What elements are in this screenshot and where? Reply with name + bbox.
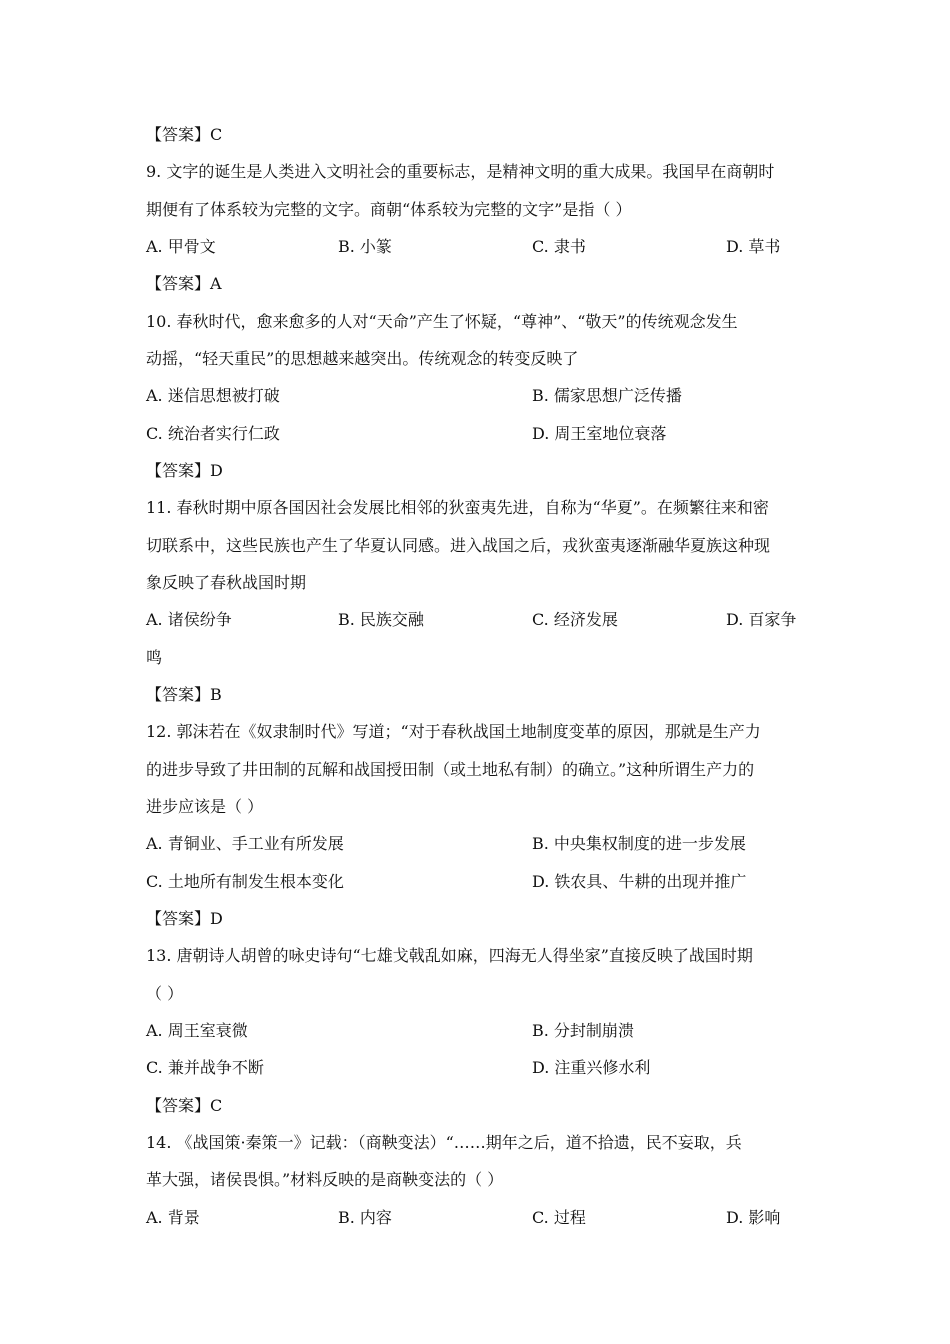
q13-option-a: A. 周王室衰微 (146, 1021, 248, 1040)
q14-option-a: A. 背景 (146, 1208, 200, 1227)
q14-option-d: D. 影响 (726, 1208, 781, 1227)
question-12-line-1: 12. 郭沫若在《奴隶制时代》写道；“对于春秋战国土地制度变革的原因，那就是生产力 (146, 722, 761, 741)
question-14-line-2: 革大强，诸侯畏惧。”材料反映的是商鞅变法的（ ） (146, 1170, 504, 1189)
question-10-line-2: 动摇，“轻天重民”的思想越来越突出。传统观念的转变反映了 (146, 349, 579, 368)
q14-option-c: C. 过程 (532, 1208, 586, 1227)
q9-option-b: B. 小篆 (338, 237, 392, 256)
question-13-line-1: 13. 唐朝诗人胡曾的咏史诗句“七雄戈戟乱如麻，四海无人得坐家”直接反映了战国时期 (146, 946, 753, 965)
q9-option-d: D. 草书 (726, 237, 781, 256)
q9-option-a: A. 甲骨文 (146, 237, 216, 256)
q13-option-c: C. 兼并战争不断 (146, 1058, 264, 1077)
q12-option-c: C. 土地所有制发生根本变化 (146, 872, 344, 891)
question-14-line-1: 14. 《战国策·秦策一》记载：（商鞅变法）“……期年之后，道不拾遗，民不妄取，兵 (146, 1133, 742, 1152)
question-9-line-1: 9. 文字的诞生是人类进入文明社会的重要标志，是精神文明的重大成果。我国早在商朝时 (146, 162, 775, 181)
q10-option-c: C. 统治者实行仁政 (146, 424, 280, 443)
question-12-line-3: 进步应该是（ ） (146, 797, 264, 816)
q11-option-c: C. 经济发展 (532, 610, 618, 629)
q9-option-c: C. 隶书 (532, 237, 586, 256)
q11-option-a: A. 诸侯纷争 (146, 610, 232, 629)
q12-option-a: A. 青铜业、手工业有所发展 (146, 834, 344, 853)
q13-option-d: D. 注重兴修水利 (532, 1058, 651, 1077)
answer-q8: 【答案】C (146, 125, 223, 144)
q11-option-d: D. 百家争 (726, 610, 797, 629)
answer-q11: 【答案】B (146, 685, 222, 704)
answer-q10: 【答案】D (146, 461, 223, 480)
q12-option-b: B. 中央集权制度的进一步发展 (532, 834, 746, 853)
q10-option-a: A. 迷信思想被打破 (146, 386, 280, 405)
question-13-line-2: （ ） (146, 984, 184, 1003)
q10-option-b: B. 儒家思想广泛传播 (532, 386, 682, 405)
q12-option-d: D. 铁农具、牛耕的出现并推广 (532, 872, 747, 891)
q10-option-d: D. 周王室地位衰落 (532, 424, 667, 443)
question-11-line-1: 11. 春秋时期中原各国因社会发展比相邻的狄蛮夷先进，自称为“华夏”。在频繁往来和密 (146, 498, 769, 517)
question-9-line-2: 期便有了体系较为完整的文字。商朝“体系较为完整的文字”是指（ ） (146, 200, 632, 219)
q13-option-b: B. 分封制崩溃 (532, 1021, 634, 1040)
answer-q13: 【答案】C (146, 1096, 223, 1115)
answer-q12: 【答案】D (146, 909, 223, 928)
question-12-line-2: 的进步导致了井田制的瓦解和战国授田制（或土地私有制）的确立。”这种所谓生产力的 (146, 760, 755, 779)
question-11-line-3: 象反映了春秋战国时期 (146, 573, 307, 592)
q11-option-d-wrap: 鸣 (146, 648, 163, 667)
question-10-line-1: 10. 春秋时代，愈来愈多的人对“天命”产生了怀疑，“尊神”、“敬天”的传统观念发生 (146, 312, 738, 331)
question-11-line-2: 切联系中，这些民族也产生了华夏认同感。进入战国之后，戎狄蛮夷逐渐融华夏族这种现 (146, 536, 771, 555)
q11-option-b: B. 民族交融 (338, 610, 424, 629)
q14-option-b: B. 内容 (338, 1208, 392, 1227)
answer-q9: 【答案】A (146, 274, 222, 293)
